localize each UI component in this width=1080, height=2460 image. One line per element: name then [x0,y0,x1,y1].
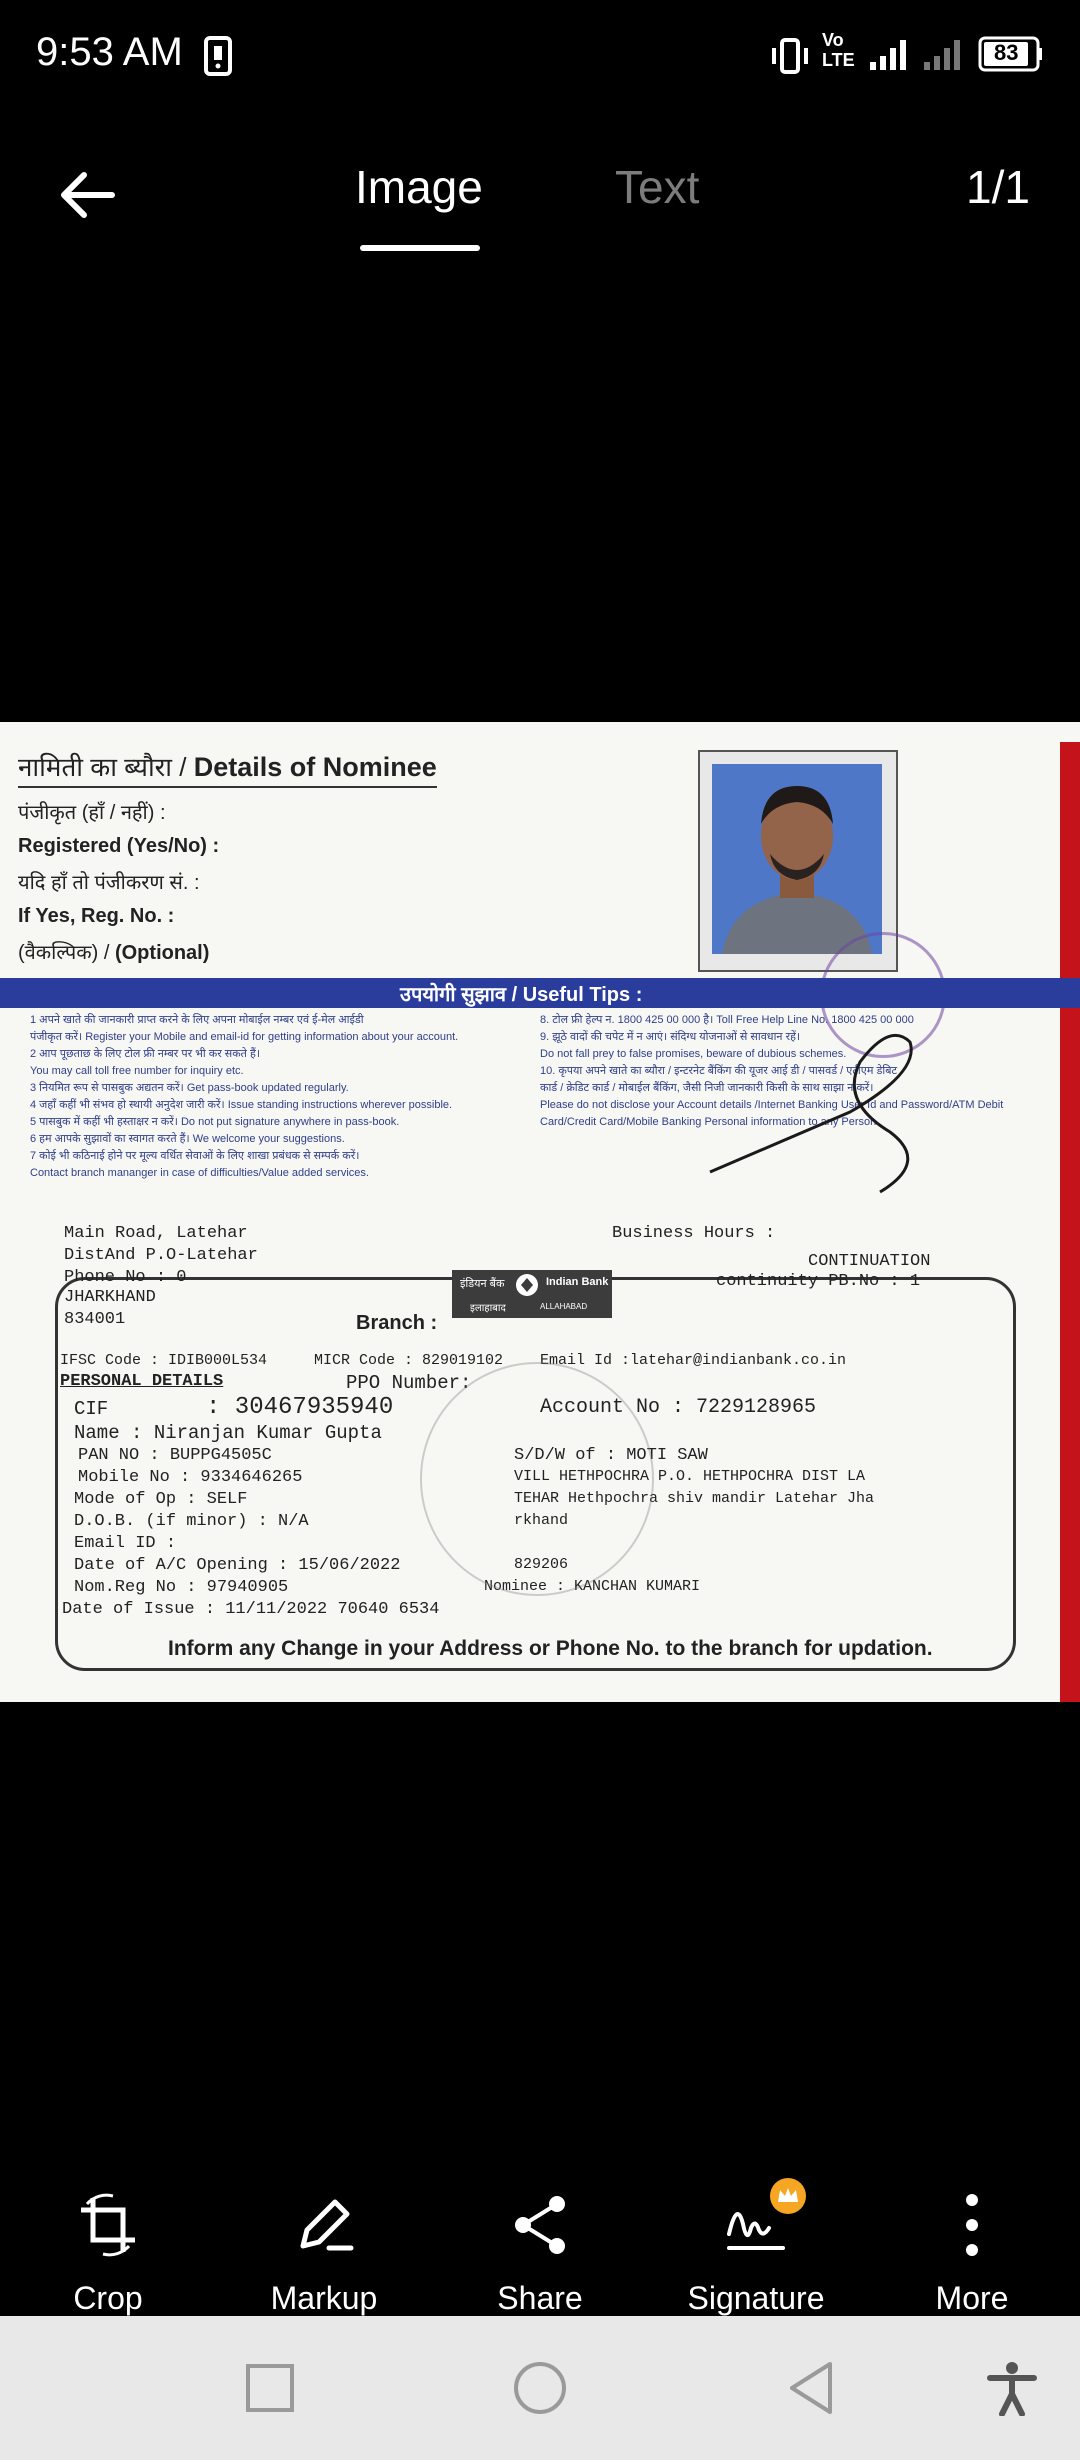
email-id: Email ID : [74,1534,177,1553]
active-tab-indicator [360,245,480,251]
status-bar [0,0,1080,110]
continuity-pb: continuity PB.No : 1 [716,1272,921,1291]
tip-line: 8. टोल फ्री हेल्प न. 1800 425 00 000 है। Toll Free Help Line No. 1800 425 00 000 [540,1014,914,1026]
signature-scribble [700,1022,960,1202]
registered-en: Registered (Yes/No) : [18,835,220,857]
tip-line: 7 कोई भी कठिनाई होने पर मूल्य वर्धित सेवाओं के लिए शाखा प्रबंधक से सम्पर्क करें। [30,1150,360,1162]
home-icon[interactable] [512,2360,568,2416]
registered-hi: पंजीकृत (हाँ / नहीं) : [18,802,166,824]
tip-line: 4 जहाँ कहीं भी संभव हो स्थायी अनुदेश जारी करें। Issue standing instructions wherever possible. [30,1099,453,1111]
branch-pin: 834001 [64,1310,126,1329]
regno-en: If Yes, Reg. No. : [18,905,175,927]
bottom-toolbar [0,2150,1080,2316]
ifsc-code: IFSC Code : IDIB000L534 [60,1352,268,1369]
mode-of-operation: Mode of Op : SELF [74,1490,248,1509]
document-image[interactable] [0,722,1080,1702]
tip-line: कार्ड / क्रेडिट कार्ड / मोबाईल बैंकिंग, जैसी निजी जानकारी किसी के साथ साझा न करें। [540,1082,874,1094]
bank-name-hi: इंडियन बैंक [460,1278,505,1290]
bank-watermark [420,1362,654,1596]
update-notice: Inform any Change in your Address or Phone No. to the branch for updation. [168,1637,933,1660]
markup-label: Markup [270,2280,378,2316]
business-hours: Business Hours : [612,1224,776,1243]
more-label: More [935,2280,1009,2316]
ppo-number: PPO Number: [346,1372,472,1394]
tip-line: 3 नियमित रूप से पासबुक अद्यतन करें। Get pass-book updated regularly. [30,1082,349,1094]
mobile-number: Mobile No : 9334646265 [78,1468,303,1487]
address-pin: 829206 [514,1556,569,1573]
address-line-2: TEHAR Hethpochra shiv mandir Latehar Jha [514,1490,875,1507]
share-icon [505,2190,575,2260]
vibrate-icon [768,36,812,76]
cif-value: : 30467935940 [206,1394,394,1421]
crop-icon [73,2190,143,2260]
tip-line: 10. कृपया अपने खाते का ब्यौरा / इन्टरनेट बैंकिंग की यूजर आई डी / पासवर्ड / एटीएम डेबिट [540,1065,898,1077]
account-number: Account No : 7229128965 [540,1396,817,1419]
optional-label: (वैकल्पिक) / (Optional) [18,942,210,964]
branch-label: Branch : [356,1312,438,1334]
branch-phone: Phone No : 0 [64,1268,187,1287]
crown-badge-icon [768,2176,808,2216]
nominee-name: Nominee : KANCHAN KUMARI [484,1578,701,1595]
tip-line: Do not fall prey to false promises, beware of dubious schemes. [540,1048,847,1060]
indian-bank-logo [452,1270,612,1318]
date-of-birth: D.O.B. (if minor) : N/A [74,1512,309,1531]
share-label: Share [497,2280,583,2316]
page-counter: 1/1 [966,161,1030,213]
tip-line: 9. झूठे वादों की चपेट में न आएं। संदिग्ध योजनाओं से सावधान रहें। [540,1031,801,1043]
branch-email: Email Id :latehar@indianbank.co.in [540,1352,847,1369]
pan-number: PAN NO : BUPPG4505C [78,1446,272,1465]
tip-line: You may call toll free number for inquiry etc. [30,1065,244,1077]
battery-level: 83 [994,40,1019,65]
branch-state: JHARKHAND [64,1288,156,1307]
status-time: 9:53 AM [36,30,183,74]
pencil-icon [289,2190,359,2260]
person-photo-icon [712,764,882,954]
regno-hi: यदि हाँ तो पंजीकरण सं. : [18,872,200,894]
address-line-3: rkhand [514,1512,569,1529]
tip-line: Contact branch mananger in case of difficulties/Value added services. [30,1167,369,1179]
recent-apps-icon[interactable] [244,2362,296,2414]
customer-name: Name : Niranjan Kumar Gupta [74,1422,382,1444]
network-type: Vo LTE [822,30,855,70]
tip-line: 2 आप पूछताछ के लिए टोल फ्री नम्बर पर भी कर सकते हैं। [30,1048,260,1060]
nominee-heading: नामिती का ब्यौरा / Details of Nominee [18,748,437,788]
tab-image[interactable]: Image [355,161,483,213]
accessibility-icon[interactable] [984,2360,1040,2416]
tips-title: उपयोगी सुझाव / Useful Tips : [400,984,643,1006]
address-line-1: VILL HETHPOCHRA P.O. HETHPOCHRA DIST LA [514,1468,866,1485]
nominee-section [18,748,718,1002]
tip-line: 6 हम आपके सुझावों का स्वागत करते हैं। We welcome your suggestions. [30,1133,345,1145]
branch-address-1: Main Road, Latehar [64,1224,248,1243]
tab-text[interactable]: Text [615,161,700,213]
signal-icon [868,36,978,72]
bank-name-en: Indian Bank [546,1276,609,1288]
tip-line: पंजीकृत करें। Register your Mobile and email-id for getting information about your account. [30,1031,459,1043]
more-vertical-icon [937,2190,1007,2260]
tips-left [30,1012,550,1182]
viewer-header [0,130,1080,260]
phone-icon [204,36,232,76]
branch-address-2: DistAnd P.O-Latehar [64,1246,258,1265]
date-of-issue: Date of Issue : 11/11/2022 70640 6534 [62,1600,440,1619]
bank-place-en: ALLAHABAD [540,1302,588,1311]
back-nav-icon[interactable] [786,2360,836,2416]
tip-line: 5 पासबुक में कहीं भी हस्ताक्षर न करें। Do not put signature anywhere in pass-book. [30,1116,400,1128]
micr-code: MICR Code : 829019102 [314,1352,504,1369]
bank-place-hi: इलाहाबाद [470,1303,506,1314]
account-opening-date: Date of A/C Opening : 15/06/2022 [74,1556,401,1575]
bank-emblem-icon [514,1272,540,1298]
personal-details-heading: PERSONAL DETAILS [60,1372,224,1391]
tip-line: 1 अपने खाते की जानकारी प्राप्त करने के लिए अपना मोबाईल नम्बर एवं ई-मेल आईडी [30,1014,364,1026]
continuation: CONTINUATION [808,1252,931,1271]
tip-line: Please do not disclose your Account details /Internet Banking User Id and Password/ATM Debit [540,1099,1004,1111]
guardian-name: S/D/W of : MOTI SAW [514,1446,708,1465]
nomination-reg-no: Nom.Reg No : 97940905 [74,1578,289,1597]
crop-label: Crop [73,2280,143,2316]
tip-line: Card/Credit Card/Mobile Banking Personal information to any Person. [540,1116,880,1128]
signature-label: Signature [687,2280,825,2316]
system-navigation-bar [0,2316,1080,2460]
back-arrow-icon[interactable] [52,160,122,230]
cif-label: CIF [74,1398,109,1420]
